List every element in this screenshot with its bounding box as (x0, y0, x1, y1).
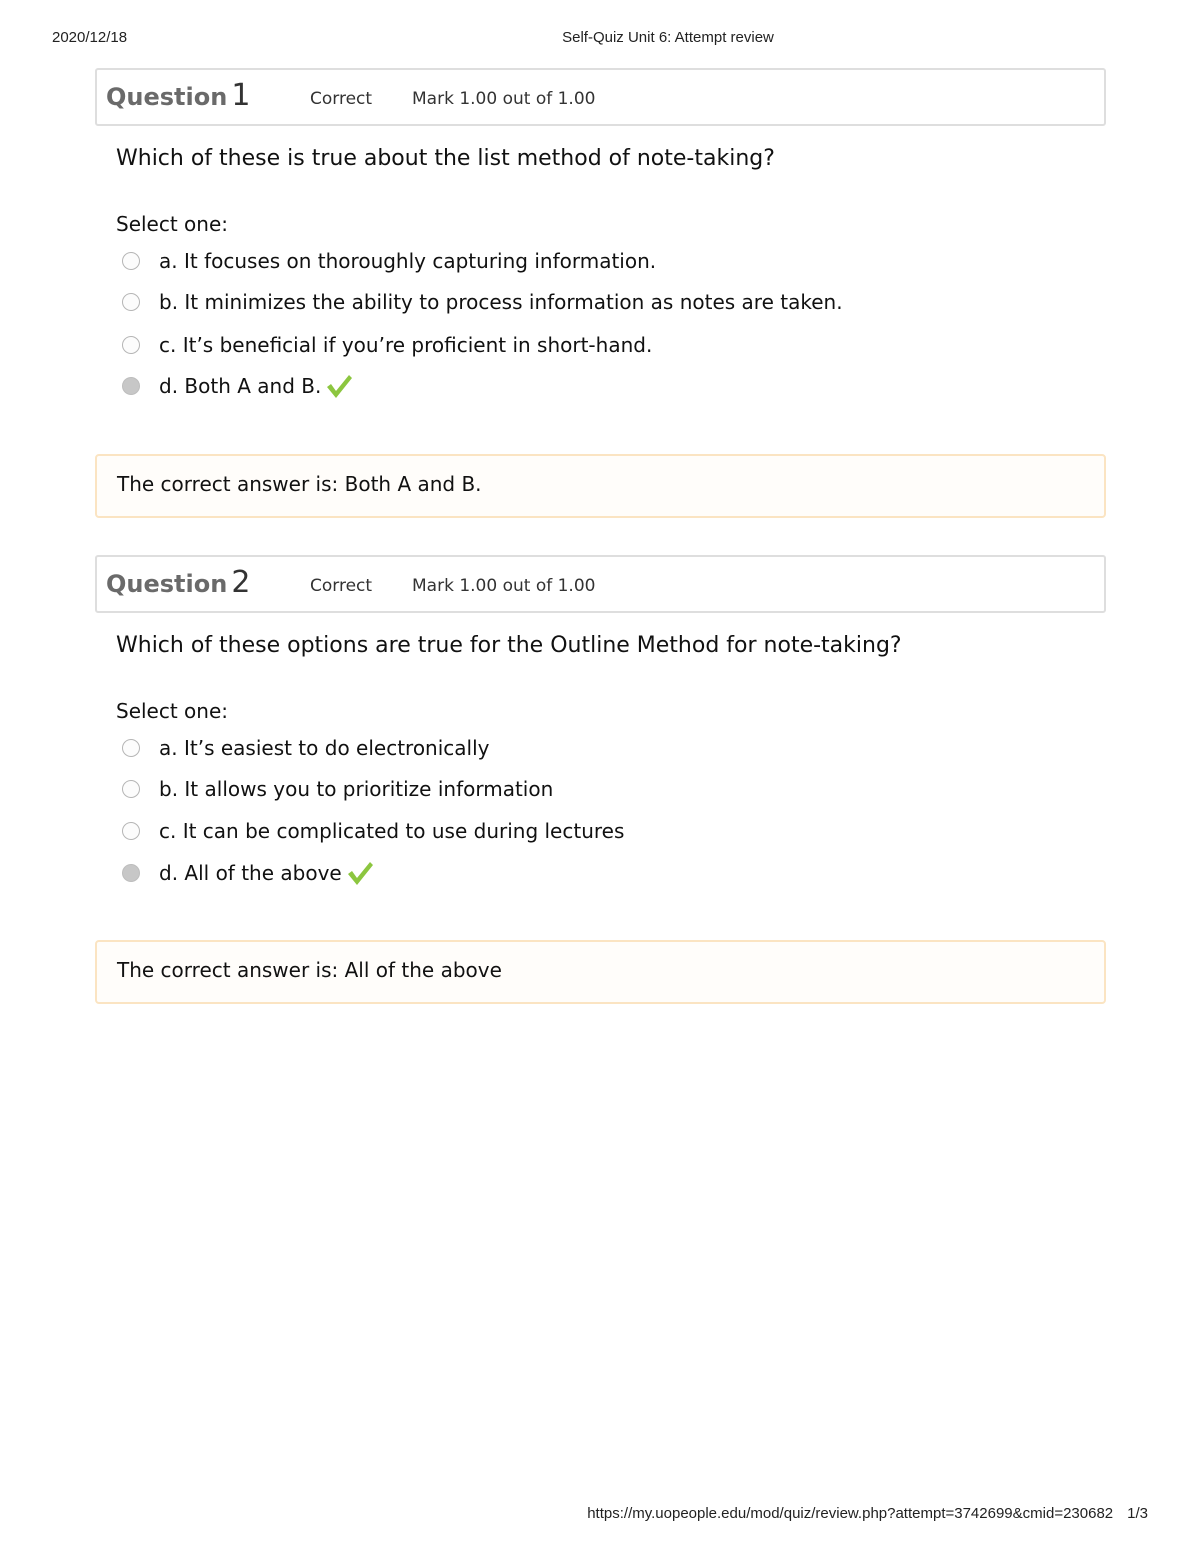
question-grade: Mark 1.00 out of 1.00 (412, 576, 596, 596)
check-icon (346, 860, 374, 886)
radio-button[interactable] (122, 293, 140, 311)
option-label: a. It focuses on thoroughly capturing information. (159, 249, 657, 273)
question-state: Correct (310, 89, 373, 109)
radio-button[interactable] (122, 336, 140, 354)
radio-button[interactable] (122, 739, 140, 757)
print-footer (573, 1505, 1148, 1522)
radio-button-selected[interactable] (122, 864, 140, 882)
question-1-text: Which of these is true about the list method of note-taking? (116, 146, 775, 171)
q1-option-c[interactable] (122, 330, 652, 360)
correct-answer-text: The correct answer is: All of the above (117, 958, 502, 982)
q1-option-a[interactable] (122, 246, 656, 276)
page-number: 1/3 (1127, 1505, 1148, 1522)
check-icon (325, 373, 353, 399)
q2-option-d[interactable] (122, 858, 374, 888)
option-label: b. It minimizes the ability to process information as notes are taken. (159, 290, 843, 314)
question-1-feedback (95, 454, 1106, 518)
radio-button[interactable] (122, 252, 140, 270)
q1-option-b[interactable] (122, 287, 843, 317)
option-label: a. It’s easiest to do electronically (159, 736, 490, 760)
option-label: c. It’s beneficial if you’re proficient in short-hand. (159, 333, 653, 357)
page-url: https://my.uopeople.edu/mod/quiz/review.php?attempt=3742699&cmid=230682 (587, 1505, 1114, 1522)
option-label: c. It can be complicated to use during lectures (159, 819, 625, 843)
option-label: b. It allows you to prioritize information (159, 777, 554, 801)
correct-answer-text: The correct answer is: Both A and B. (117, 472, 482, 496)
question-2-text: Which of these options are true for the Outline Method for note-taking? (116, 633, 902, 658)
question-2-prompt: Select one: (116, 699, 229, 723)
question-1-info (95, 68, 1106, 126)
question-2-info (95, 555, 1106, 613)
question-number: Question 1 (106, 78, 251, 113)
q1-option-d[interactable] (122, 371, 353, 401)
question-state: Correct (310, 576, 373, 596)
print-date: 2020/12/18 (52, 29, 128, 46)
q2-option-b[interactable] (122, 774, 553, 804)
radio-button[interactable] (122, 822, 140, 840)
radio-button[interactable] (122, 780, 140, 798)
q2-option-c[interactable] (122, 816, 624, 846)
option-label: d. Both A and B. (159, 374, 322, 398)
radio-button-selected[interactable] (122, 377, 140, 395)
question-2-feedback (95, 940, 1106, 1004)
question-1-prompt: Select one: (116, 212, 229, 236)
option-label: d. All of the above (159, 861, 342, 885)
question-number: Question 2 (106, 565, 251, 600)
print-page-title: Self-Quiz Unit 6: Attempt review (562, 29, 774, 46)
question-grade: Mark 1.00 out of 1.00 (412, 89, 596, 109)
q2-option-a[interactable] (122, 733, 490, 763)
